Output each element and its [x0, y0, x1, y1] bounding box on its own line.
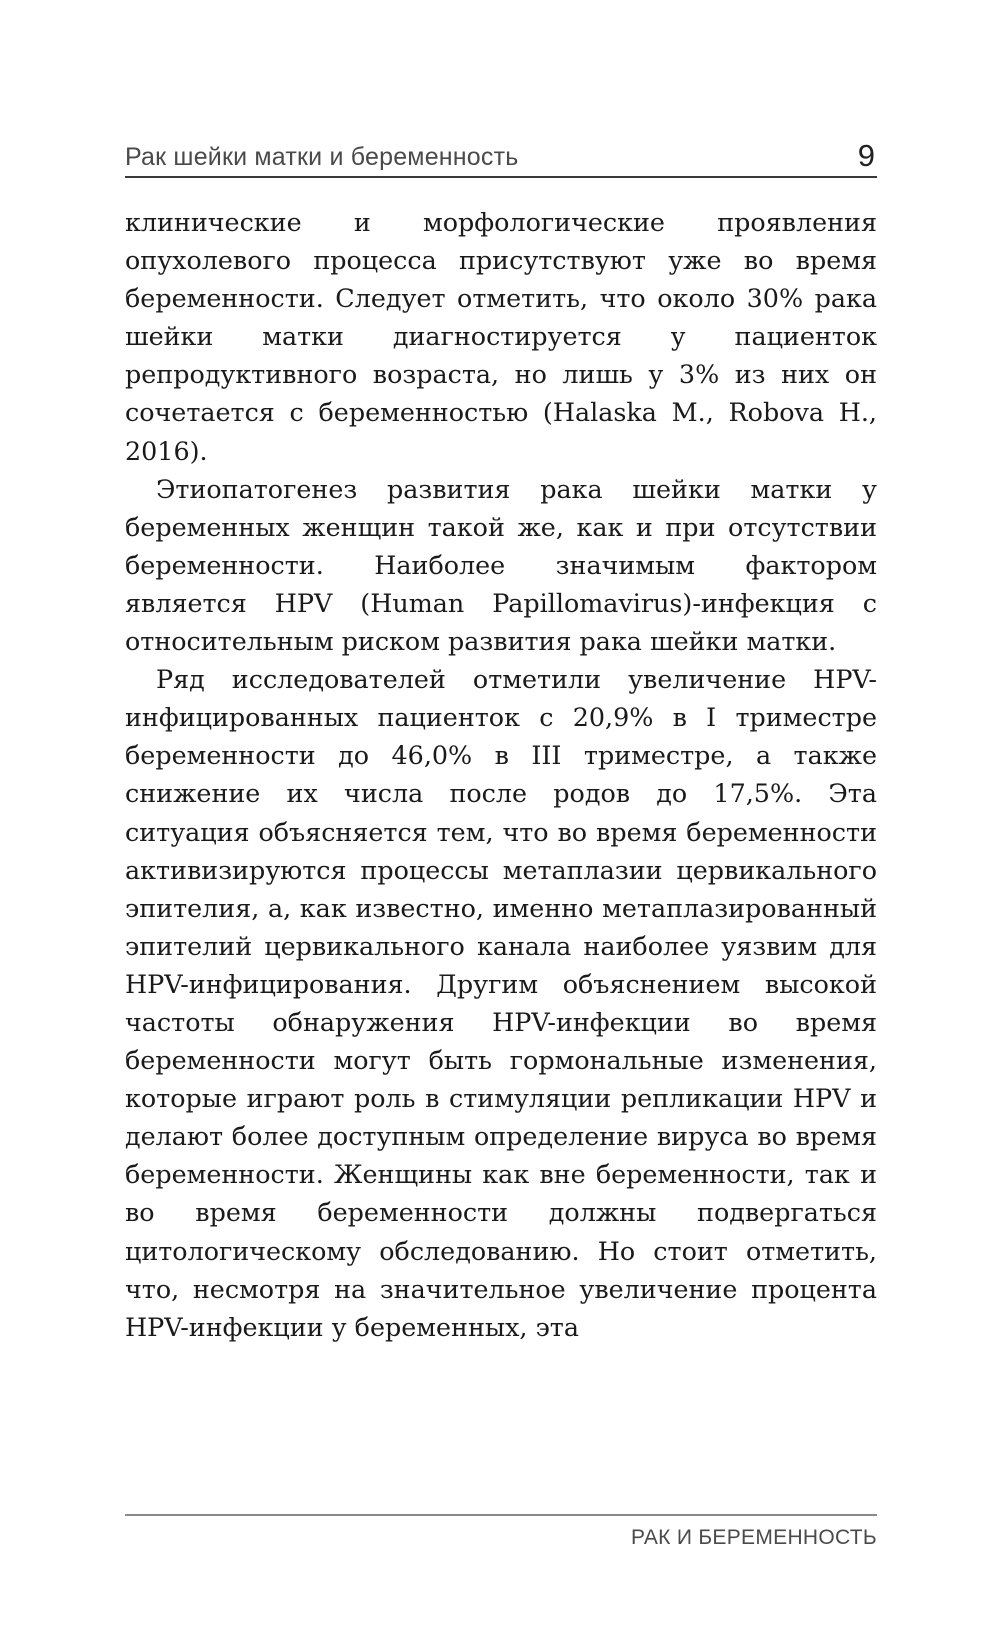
paragraph-hpv-studies: Ряд исследователей отметили увеличение HPV-инфицированных пациенток с 20,9% в I триместре беременности до 46,0% в III триместре, а также снижение их числа после родов до 17,5%. Эта ситуация объясняется тем, что во время беременности активизируются процессы метаплазии цервикального эпителия, а, как известно, именно метаплазированный эпителий цервикального канала наиболее уязвим для HPV-инфицирования. Другим объяснением высокой частоты обнаружения HPV-инфекции во время беременности могут быть гормональные изменения, которые играют роль в стимуляции репликации HPV и делают более доступным определение вируса во время беременности. Женщины как вне беременности, так и во время беременности должны подвергаться цитологическому обследованию. Но стоит отметить, что, несмотря на значительное увеличение процента HPV-инфекции у беременных, эта [125, 664, 877, 1342]
body-text [125, 203, 877, 1346]
footer-series-title: РАК И БЕРЕМЕННОСТЬ [630, 1526, 877, 1549]
paragraph-continued: клинические и морфологические проявления опухолевого процесса присутствуют уже во время беременности. Следует отметить, что около 30% рака шейки матки диагностируется у пациенток репродуктивного возраста, но лишь у 3% из них он сочетается с беременностью (Halaska M., Robova H., 2016). [125, 207, 877, 466]
footer-divider [125, 1514, 877, 1516]
page-number: 9 [857, 138, 875, 173]
paragraph-etiopathogenesis: Этиопатогенез развития рака шейки матки у беременных женщин такой же, как и при отсутствии беременности. Наиболее значимым фактором является HPV (Human Papillomavirus)-инфекция с относительным риском развития рака шейки матки. [125, 473, 877, 657]
running-header [125, 136, 877, 178]
running-title: Рак шейки матки и беременность [125, 143, 519, 171]
